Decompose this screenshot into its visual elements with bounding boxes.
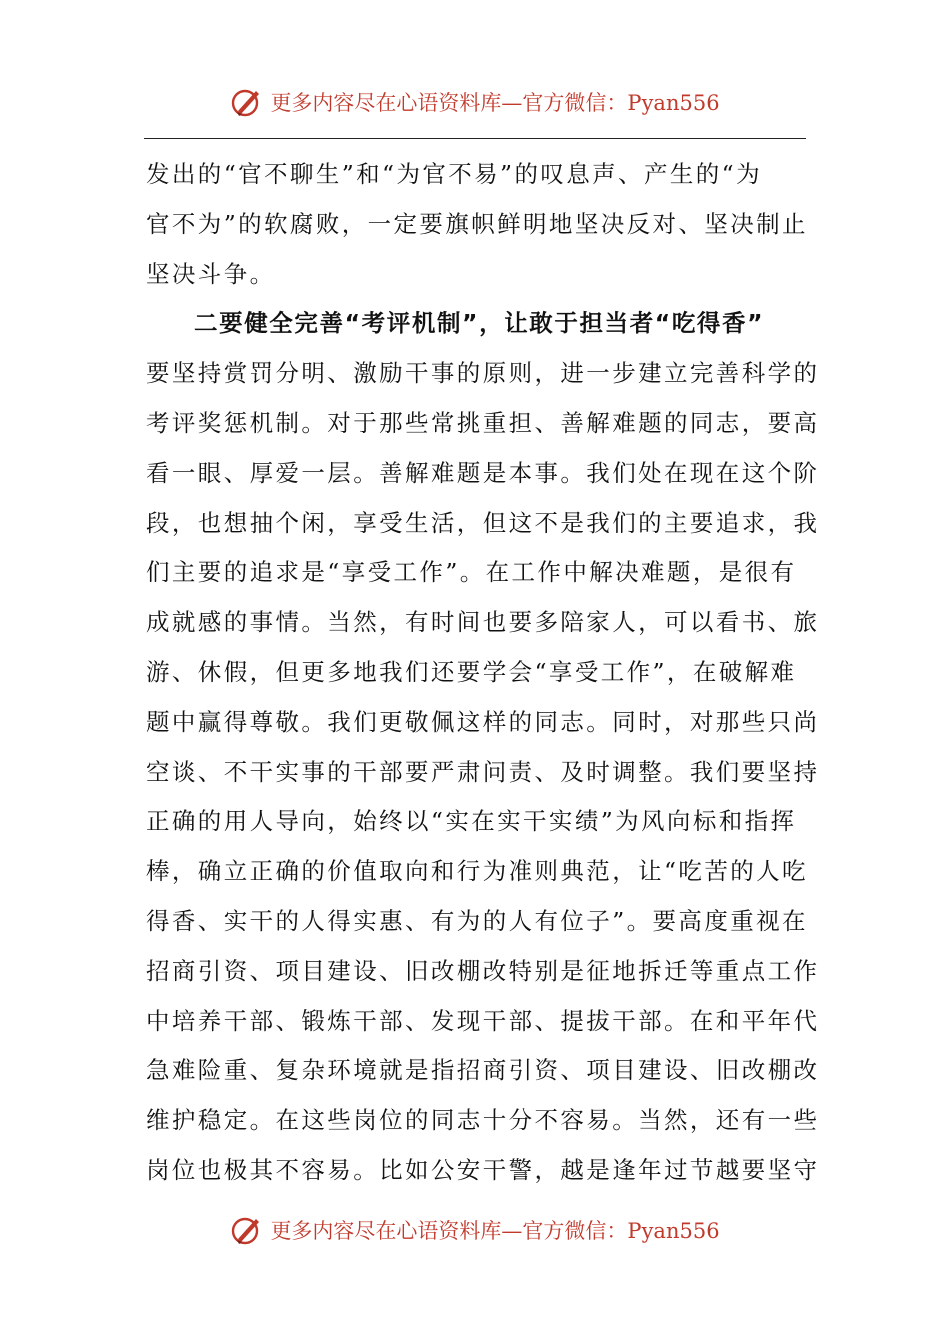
text-line: 空谈、不干实事的干部要严肃问责、及时调整。我们要坚持 <box>146 757 820 786</box>
footer-watermark <box>0 1208 950 1252</box>
text-line: 考评奖惩机制。对于那些常挑重担、善解难题的同志，要高 <box>146 408 820 437</box>
text-line: 坚决斗争。 <box>146 259 276 288</box>
text-line: 看一眼、厚爱一层。善解难题是本事。我们处在现在这个阶 <box>146 458 820 487</box>
text-line: 们主要的追求是“享受工作”。在工作中解决难题，是很有 <box>146 558 797 587</box>
text-line: 中培养干部、锻炼干部、发现干部、提拔干部。在和平年代 <box>146 1006 820 1035</box>
text-line: 游、休假，但更多地我们还要学会“享受工作”，在破解难 <box>146 657 797 686</box>
document-body <box>146 150 820 1196</box>
text-line: 题中赢得尊敬。我们更敬佩这样的同志。同时，对那些只尚 <box>146 707 820 736</box>
pen-logo-icon <box>230 1213 264 1247</box>
text-line: 发出的“官不聊生”和“为官不易”的叹息声、产生的“为 <box>146 160 762 188</box>
pen-logo-icon <box>230 85 264 119</box>
text-line: 要坚持赏罚分明、激励干事的原则，进一步建立完善科学的 <box>146 359 820 388</box>
watermark-text: 更多内容尽在心语资料库—官方微信：Pyan556 <box>270 1219 720 1243</box>
header-rule <box>144 138 806 139</box>
watermark-text: 更多内容尽在心语资料库—官方微信：Pyan556 <box>270 91 720 115</box>
text-line: 官不为”的软腐败，一定要旗帜鲜明地坚决反对、坚决制止 <box>146 209 808 238</box>
text-line: 正确的用人导向，始终以“实在实干实绩”为风向标和指挥 <box>146 807 797 836</box>
text-line: 段，也想抽个闲，享受生活，但这不是我们的主要追求，我 <box>146 508 820 537</box>
text-line: 得香、实干的人得实惠、有为的人有位子”。要高度重视在 <box>146 906 808 935</box>
text-line: 招商引资、项目建设、旧改棚改特别是征地拆迁等重点工作 <box>146 956 820 985</box>
header-watermark <box>0 80 950 124</box>
text-line: 维护稳定。在这些岗位的同志十分不容易。当然，还有一些 <box>146 1106 820 1135</box>
text-line: 成就感的事情。当然，有时间也要多陪家人，可以看书、旅 <box>146 608 820 637</box>
text-line: 岗位也极其不容易。比如公安干警，越是逢年过节越要坚守 <box>146 1155 820 1184</box>
section-heading: 二要健全完善“考评机制”，让敢于担当者“吃得香” <box>194 309 765 338</box>
text-line: 急难险重、复杂环境就是指招商引资、项目建设、旧改棚改 <box>146 1056 820 1085</box>
text-line: 棒，确立正确的价值取向和行为准则典范，让“吃苦的人吃 <box>146 857 808 886</box>
